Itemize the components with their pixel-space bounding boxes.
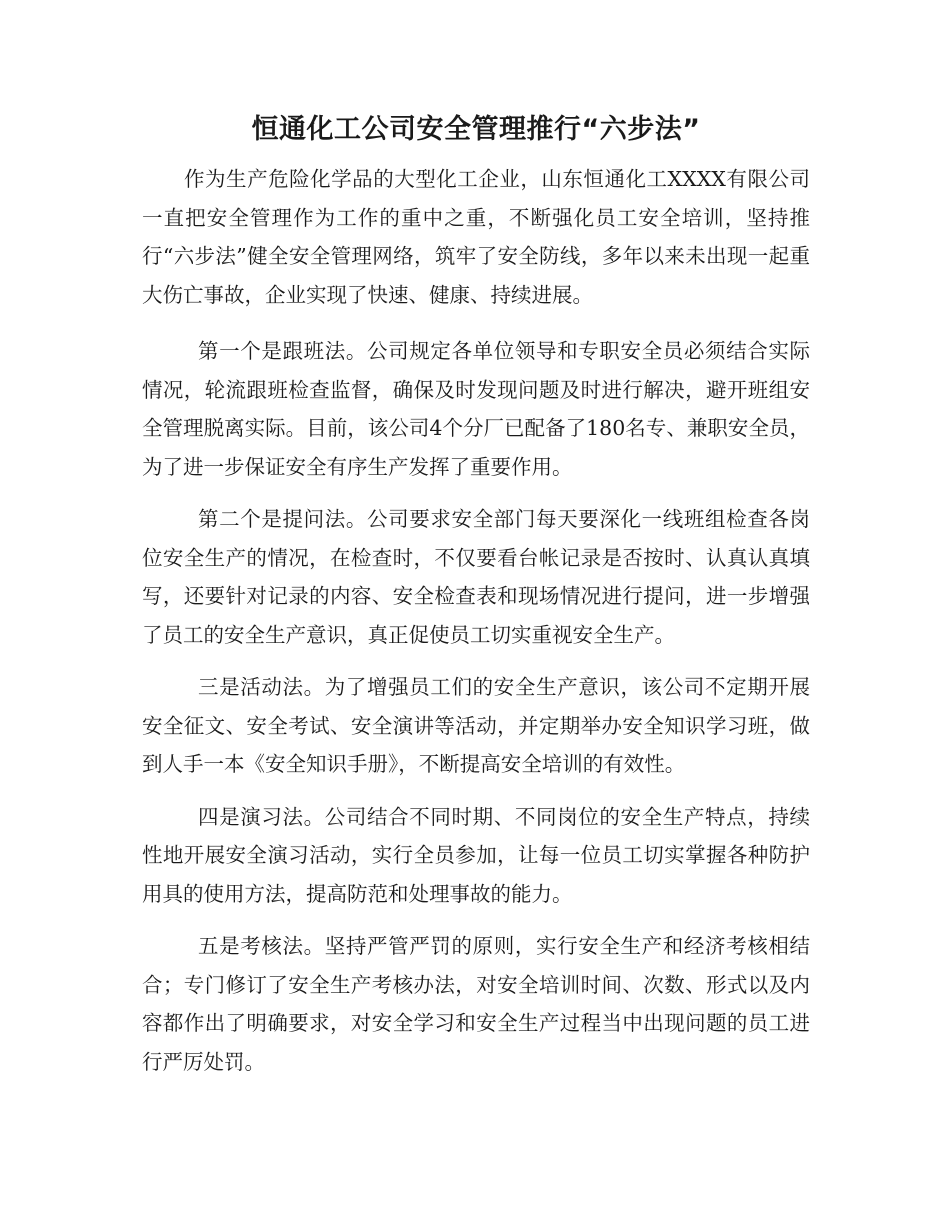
- document-page: [142, 108, 810, 1095]
- paragraph-questioning-method: 第二个是提问法。公司要求安全部门每天要深化一线班组检查各岗位安全生产的情况，在检查时，不仅要看台帐记录是否按时、认真认真填写，还要针对记录的内容、安全检查表和现场情况进行提问，进一步增强了员工的安全生产意识，真正促使员工切实重视安全生产。: [142, 507, 810, 647]
- paragraph-activity-method: 三是活动法。为了增强员工们的安全生产意识，该公司不定期开展安全征文、安全考试、安全演讲等活动，并定期举办安全知识学习班，做到人手一本《安全知识手册》，不断提高安全培训的有效性。: [142, 675, 810, 776]
- paragraph-follow-shift-method: 第一个是跟班法。公司规定各单位领导和专职安全员必须结合实际情况，轮流跟班检查监督，确保及时发现问题及时进行解决，避开班组安全管理脱离实际。目前，该公司4个分厂已配备了180名专、兼职安全员，为了进一步保证安全有序生产发挥了重要作用。: [142, 339, 810, 479]
- document-title: 恒通化工公司安全管理推行“六步法”: [251, 114, 701, 145]
- paragraph-drill-method: 四是演习法。公司结合不同时期、不同岗位的安全生产特点，持续性地开展安全演习活动，实行全员参加，让每一位员工切实掌握各种防护用具的使用方法，提高防范和处理事故的能力。: [142, 804, 810, 906]
- paragraph-assessment-method: 五是考核法。坚持严管严罚的原则，实行安全生产和经济考核相结合；专门修订了安全生产考核办法，对安全培训时间、次数、形式以及内容都作出了明确要求，对安全学习和安全生产过程当中出现问题的员工进行严厉处罚。: [142, 934, 810, 1074]
- intro-paragraph: 作为生产危险化学品的大型化工企业，山东恒通化工XXXX有限公司一直把安全管理作为工作的重中之重，不断强化员工安全培训，坚持推行“六步法”健全安全管理网络，筑牢了安全防线，多年以来未出现一起重大伤亡事故，企业实现了快速、健康、持续进展。: [142, 167, 810, 307]
